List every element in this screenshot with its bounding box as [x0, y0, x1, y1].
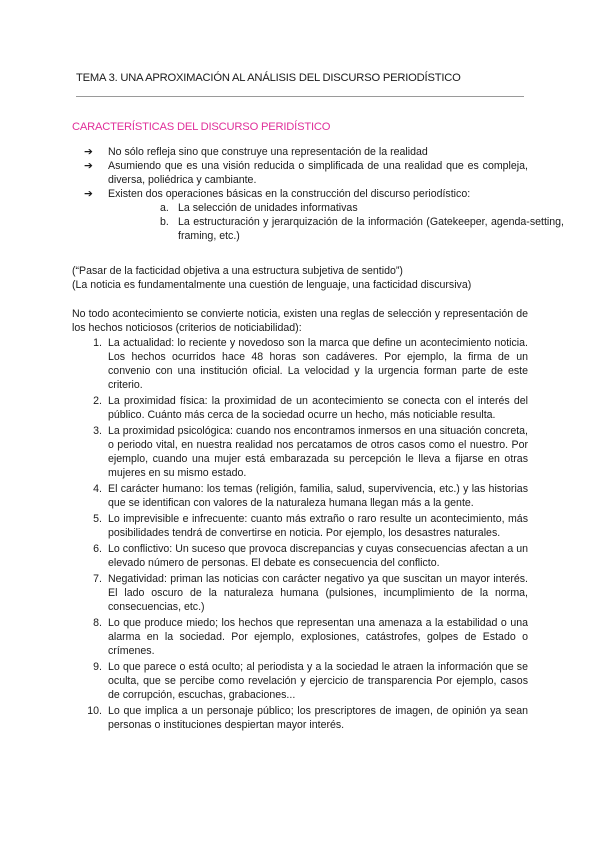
list-item-text: Existen dos operaciones básicas en la construcción del discurso periodístico:	[108, 188, 471, 200]
criteria-list	[72, 336, 528, 734]
criteria-text: Lo conflictivo: Un suceso que provoca discrepancias y cuyas consecuencias afectan a un elevado número de personas. El debate es consecuencia del conflicto.	[108, 543, 528, 569]
criteria-number: 5.	[93, 513, 102, 525]
sublist-label: a.	[160, 202, 169, 214]
criteria-text: Lo imprevisible e infrecuente: cuanto más extraño o raro resulte un acontecimiento, más posibilidades tendrá de convertirse en noticia. Por ejemplo, los desastres naturales.	[108, 513, 528, 539]
arrow-right-icon: ➔	[84, 188, 93, 200]
quote-line: (“Pasar de la facticidad objetiva a una estructura subjetiva de sentido”)	[72, 265, 403, 277]
sublist-label: b.	[160, 216, 169, 228]
criteria-item	[72, 336, 528, 392]
criteria-text: La proximidad física: la proximidad de un acontecimiento se conecta con el interés del público. Cuánto más cerca de la sociedad ocurre un hecho, más noticiable resulta.	[108, 395, 528, 421]
intro-paragraph: No todo acontecimiento se convierte noticia, existen una reglas de selección y representación de los hechos noticiosos (criterios de noticiabilidad):	[72, 308, 528, 334]
title-divider	[76, 96, 524, 97]
criteria-number: 2.	[93, 395, 102, 407]
operations-sublist	[160, 201, 564, 243]
criteria-text: Lo que parece o está oculto; al periodista y a la sociedad le atraen la información que se oculta, que se percibe como revelación y ejercicio de transparencia Por ejemplo, casos de corrupción, escuchas, grabaciones...	[108, 661, 528, 701]
criteria-number: 7.	[93, 573, 102, 585]
criteria-item	[72, 704, 528, 732]
criteria-text: El carácter humano: los temas (religión, familia, salud, supervivencia, etc.) y las historias que se identifican con valores de la naturaleza humana llegan más a la gente.	[108, 483, 528, 509]
sublist-text: La selección de unidades informativas	[178, 202, 358, 214]
criteria-item	[72, 482, 528, 510]
criteria-item	[72, 660, 528, 702]
sublist-item	[160, 215, 564, 243]
note-line: (La noticia es fundamentalmente una cuestión de lenguaje, una facticidad discursiva)	[72, 279, 472, 291]
criteria-text: Lo que produce miedo; los hechos que representan una amenaza a la estabilidad o una alarma en la sociedad. Por ejemplo, explosiones, catástrofes, golpes de Estado o crímenes.	[108, 617, 528, 657]
criteria-number: 9.	[93, 661, 102, 673]
list-item	[72, 145, 528, 159]
criteria-text: La actualidad: lo reciente y novedoso son la marca que define un acontecimiento noticia. Los hechos ocurridos hace 48 horas son cadáveres. Por ejemplo, la firma de un convenio con una institución oficial. La velocidad y la urgencia forman parte de este criterio.	[108, 337, 528, 391]
criteria-number: 3.	[93, 425, 102, 437]
criteria-item	[72, 616, 528, 658]
criteria-item	[72, 542, 528, 570]
criteria-item	[72, 394, 528, 422]
criteria-item	[72, 424, 528, 480]
criteria-number: 10.	[87, 705, 102, 717]
list-item	[72, 159, 528, 187]
criteria-number: 4.	[93, 483, 102, 495]
criteria-item	[72, 572, 528, 614]
section-subtitle: CARACTERÍSTICAS DEL DISCURSO PERIDÍSTICO	[72, 121, 331, 133]
sublist-text: La estructuración y jerarquización de la información (Gatekeeper, agenda-setting, framing, etc.)	[178, 216, 564, 242]
sublist-item	[160, 201, 564, 215]
document-title: TEMA 3. UNA APROXIMACIÓN AL ANÁLISIS DEL DISCURSO PERIODÍSTICO	[76, 72, 461, 84]
criteria-text: Negatividad: priman las noticias con carácter negativo ya que suscitan un mayor interés. El lado oscuro de la naturaleza humana (pulsiones, incumplimiento de la norma, consecuencias, etc.)	[108, 573, 528, 613]
arrow-right-icon: ➔	[84, 146, 93, 158]
characteristics-list	[72, 145, 564, 243]
criteria-text: Lo que implica a un personaje público; los prescriptores de imagen, de opinión ya sean personas o instituciones despiertan mayor interés.	[108, 705, 528, 731]
criteria-number: 6.	[93, 543, 102, 555]
list-item	[72, 187, 564, 243]
list-item-text: No sólo refleja sino que construye una representación de la realidad	[108, 146, 428, 158]
list-item-text: Asumiendo que es una visión reducida o simplificada de una realidad que es compleja, diversa, poliédrica y cambiante.	[108, 160, 528, 186]
arrow-right-icon: ➔	[84, 160, 93, 172]
criteria-item	[72, 512, 528, 540]
criteria-number: 8.	[93, 617, 102, 629]
criteria-text: La proximidad psicológica: cuando nos encontramos inmersos en una situación concreta, o periodo vital, en nuestra realidad nos percatamos de otros casos como el nuestro. Por ejemplo, cuando una mujer está embarazada su percepción le lleva a fijarse en otras mujeres en su mismo estado.	[108, 425, 528, 479]
criteria-number: 1.	[93, 337, 102, 349]
